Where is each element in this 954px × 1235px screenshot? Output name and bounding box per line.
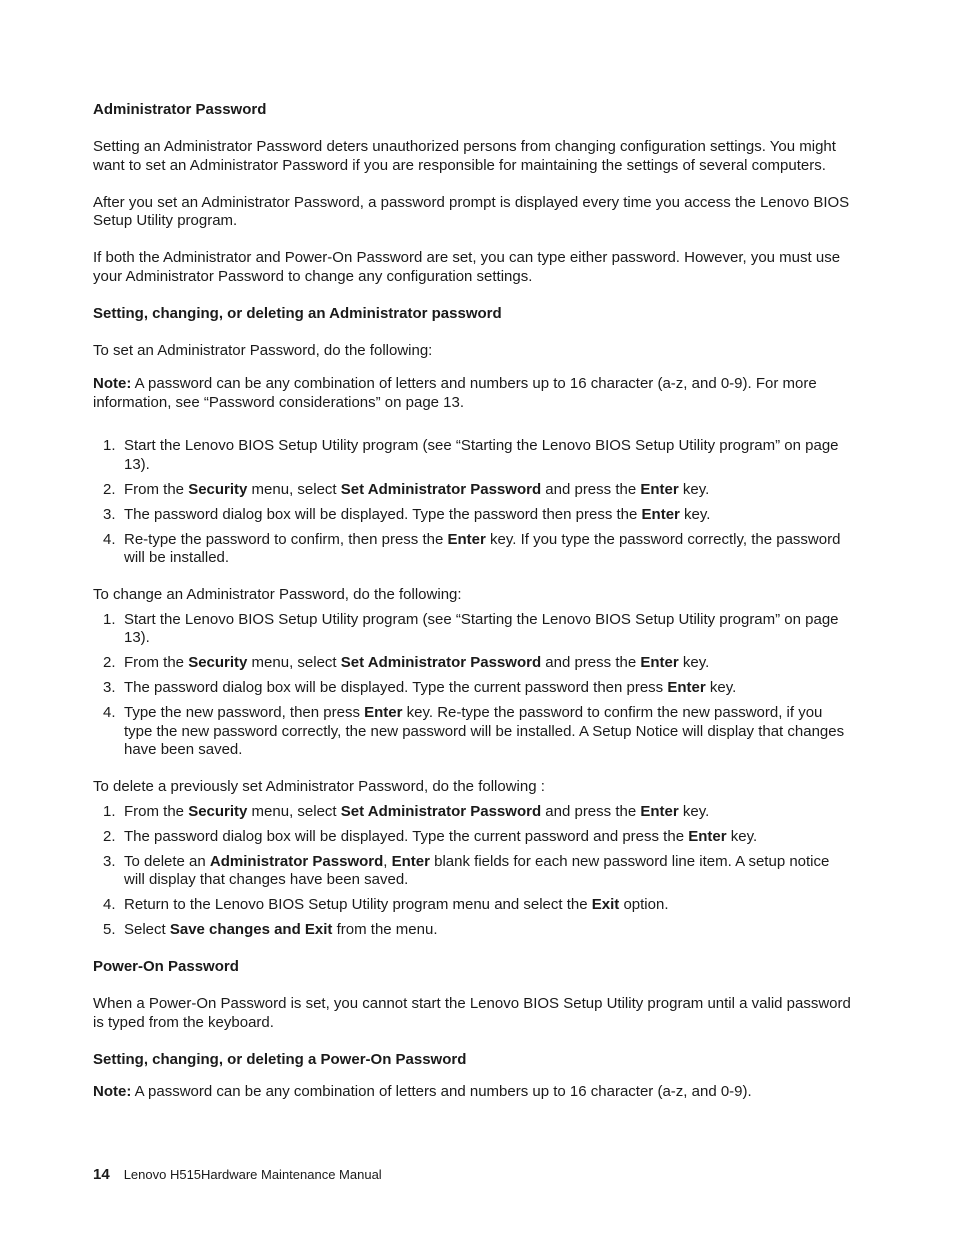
- paragraph-delete-intro: To delete a previously set Administrator Password, do the following :: [93, 778, 545, 795]
- footer-title: Lenovo H515Hardware Maintenance Manual: [123, 1167, 382, 1182]
- page-footer: [93, 1166, 382, 1183]
- paragraph-power-on: When a Power-On Password is set, you cannot start the Lenovo BIOS Setup Utility program until a valid password is typed from the keyboard.: [93, 995, 851, 1031]
- note-text: A password can be any combination of letters and numbers up to 16 character (a-z, and 0-9).: [131, 1083, 752, 1100]
- list-item: [93, 896, 853, 915]
- list-item-number: 1.: [103, 437, 116, 454]
- list-item-text: From the Security menu, select Set Administrator Password and press the Enter key.: [124, 654, 710, 671]
- list-item-number: 2.: [103, 480, 116, 498]
- page-number: 14: [93, 1166, 110, 1183]
- list-item-text: Select Save changes and Exit from the menu.: [124, 921, 438, 938]
- list-item-number: 3.: [103, 679, 116, 696]
- list-item-text: Start the Lenovo BIOS Setup Utility program (see “Starting the Lenovo BIOS Setup Utility program” on page 13).: [124, 610, 839, 646]
- heading-power-on-password: Power-On Password: [93, 958, 239, 975]
- delete-steps-list: [93, 803, 853, 940]
- list-item-number: 4.: [103, 530, 116, 548]
- list-item-text: Type the new password, then press Enter key. Re-type the password to confirm the new password, if you type the new password correctly, the new password will be installed. A Setup Notice will display that changes have been saved.: [124, 704, 845, 758]
- list-item: [93, 531, 853, 568]
- list-item-number: 5.: [103, 921, 116, 938]
- list-item-number: 2.: [103, 827, 116, 845]
- heading-setting-power-on-password: Setting, changing, or deleting a Power-On Password: [93, 1050, 467, 1068]
- list-item-text: Start the Lenovo BIOS Setup Utility program (see “Starting the Lenovo BIOS Setup Utility program” on page 13).: [124, 437, 839, 473]
- list-item-text: Re-type the password to confirm, then press the Enter key. If you type the password correctly, the password will be installed.: [124, 530, 841, 566]
- list-item: [93, 611, 853, 648]
- heading-administrator-password: Administrator Password: [93, 101, 267, 118]
- list-item-number: 2.: [103, 654, 116, 671]
- note-power-on: [93, 1083, 853, 1102]
- note-label: Note:: [93, 375, 132, 392]
- note-label: Note:: [93, 1083, 132, 1100]
- list-item: [93, 654, 853, 673]
- set-steps-list: [93, 437, 853, 568]
- note-admin: [93, 375, 853, 412]
- list-item-text: The password dialog box will be displayed. Type the password then press the Enter key.: [124, 505, 711, 523]
- list-item: [93, 481, 853, 500]
- list-item-text: Return to the Lenovo BIOS Setup Utility program menu and select the Exit option.: [124, 896, 669, 913]
- list-item-text: The password dialog box will be displayed. Type the current password and press the Enter key.: [124, 827, 758, 845]
- list-item: [93, 506, 853, 525]
- list-item: [93, 828, 853, 847]
- paragraph-admin-both: If both the Administrator and Power-On Password are set, you can type either password. However, you must use your Administrator Password to change any configuration settings.: [93, 249, 841, 285]
- list-item-number: 3.: [103, 852, 116, 870]
- list-item-number: 4.: [103, 896, 116, 913]
- list-item: [93, 437, 853, 474]
- paragraph-set-intro: To set an Administrator Password, do the following:: [93, 341, 433, 359]
- list-item-number: 4.: [103, 704, 116, 721]
- list-item-text: The password dialog box will be displayed. Type the current password then press Enter key.: [124, 679, 737, 696]
- list-item-number: 1.: [103, 610, 116, 628]
- list-item: [93, 803, 853, 822]
- paragraph-change-intro: To change an Administrator Password, do the following:: [93, 586, 462, 603]
- list-item: [93, 704, 853, 760]
- list-item: [93, 921, 853, 940]
- list-item-text: To delete an Administrator Password, Enter blank fields for each new password line item. A setup notice will display that changes have been saved.: [124, 852, 830, 888]
- change-steps-list: [93, 611, 853, 760]
- paragraph-admin-intro: Setting an Administrator Password deters unauthorized persons from changing configuration settings. You might want to set an Administrator Password if you are responsible for maintaining the settings of several computers.: [93, 138, 836, 174]
- list-item-text: From the Security menu, select Set Administrator Password and press the Enter key.: [124, 480, 710, 498]
- list-item-number: 1.: [103, 802, 116, 820]
- list-item-number: 3.: [103, 505, 116, 523]
- paragraph-admin-prompt: After you set an Administrator Password, a password prompt is displayed every time you access the Lenovo BIOS Setup Utility program.: [93, 193, 850, 229]
- list-item-text: From the Security menu, select Set Administrator Password and press the Enter key.: [124, 802, 710, 820]
- note-text: A password can be any combination of letters and numbers up to 16 character (a-z, and 0-9). For more information, see “Password considerations” on page 13.: [93, 375, 817, 411]
- list-item: [93, 853, 853, 890]
- document-body: [93, 101, 853, 1102]
- heading-setting-admin-password: Setting, changing, or deleting an Administrator password: [93, 304, 502, 322]
- list-item: [93, 679, 853, 698]
